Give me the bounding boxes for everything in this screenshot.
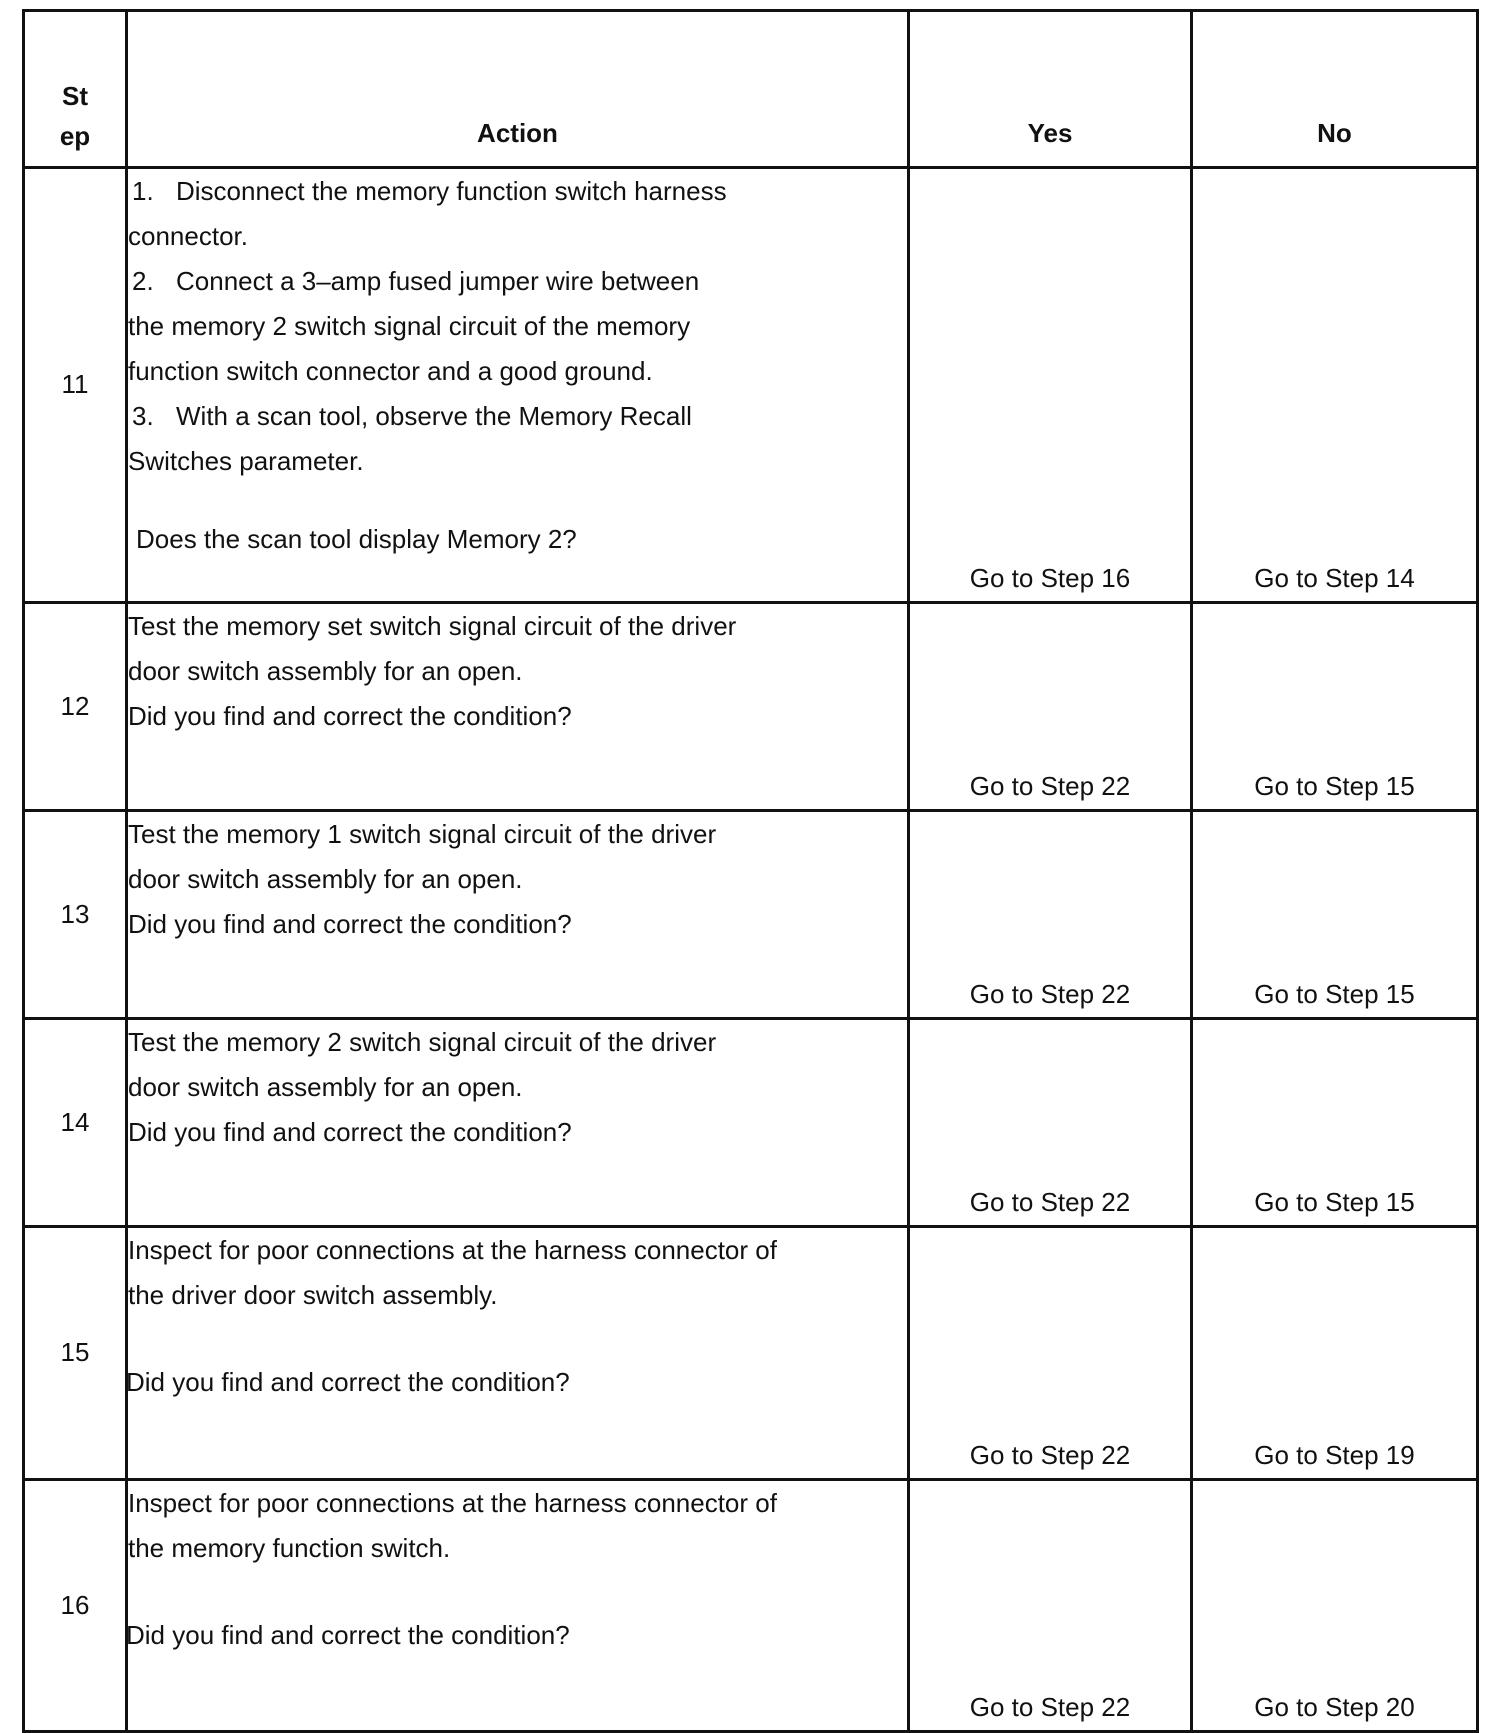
action-text: Switches parameter. [128,445,364,476]
action-question: Did you find and correct the condition? [128,700,572,731]
yes-cell: Go to Step 22 [909,1018,1192,1227]
action-text: the memory function switch. [128,1532,451,1563]
action-item: 1. Disconnect the memory function switch harness [132,175,727,206]
no-cell: Go to Step 15 [1192,602,1478,811]
action-text: door switch assembly for an open. [128,1071,523,1102]
yes-cell: Go to Step 22 [909,1479,1192,1731]
action-cell [127,811,909,1018]
action-text: door switch assembly for an open. [128,864,523,895]
table-row [24,1227,1478,1479]
action-text: the driver door switch assembly. [128,1280,498,1311]
action-cell [127,1018,909,1227]
action-text: Test the memory set switch signal circuit of the driver [128,610,737,641]
header-row [24,11,1478,168]
action-question: Did you find and correct the condition? [128,909,572,940]
action-text: Inspect for poor connections at the harness connector of [128,1235,777,1266]
yes-cell: Go to Step 22 [909,1227,1192,1479]
no-cell: Go to Step 19 [1192,1227,1478,1479]
header-no: No [1192,11,1478,168]
table-row [24,1018,1478,1227]
table-row [24,602,1478,811]
yes-cell: Go to Step 22 [909,811,1192,1018]
action-text: the memory 2 switch signal circuit of the memory [128,310,691,341]
action-cell [127,602,909,811]
table-row [24,167,1478,602]
action-text: Test the memory 2 switch signal circuit of the driver [128,1026,717,1057]
no-cell: Go to Step 20 [1192,1479,1478,1731]
header-step: St ep [24,11,127,168]
action-question: Did you find and correct the condition? [126,1619,570,1650]
no-cell: Go to Step 15 [1192,1018,1478,1227]
table-row [24,811,1478,1018]
action-item: 3. With a scan tool, observe the Memory Recall [132,400,692,431]
header-yes: Yes [909,11,1192,168]
action-item: 2. Connect a 3–amp fused jumper wire between [132,265,700,296]
action-cell [127,1227,909,1479]
step-number: 14 [24,1018,127,1227]
action-question: Did you find and correct the condition? [128,1116,572,1147]
diagnostic-steps-table [22,9,1479,1733]
step-number: 13 [24,811,127,1018]
action-text: Test the memory 1 switch signal circuit of the driver [128,819,717,850]
action-question: Did you find and correct the condition? [126,1367,570,1398]
step-number: 12 [24,602,127,811]
yes-cell: Go to Step 22 [909,602,1192,811]
action-text: function switch connector and a good ground. [128,355,653,386]
action-question: Does the scan tool display Memory 2? [136,523,577,554]
action-text: Inspect for poor connections at the harness connector of [128,1487,777,1518]
step-number: 15 [24,1227,127,1479]
action-cell [127,167,909,602]
step-number: 11 [24,167,127,602]
action-text: connector. [128,220,248,251]
no-cell: Go to Step 15 [1192,811,1478,1018]
yes-cell: Go to Step 16 [909,167,1192,602]
table-row [24,1479,1478,1731]
action-cell [127,1479,909,1731]
no-cell: Go to Step 14 [1192,167,1478,602]
step-number: 16 [24,1479,127,1731]
action-text: door switch assembly for an open. [128,655,523,686]
header-action: Action [127,11,909,168]
